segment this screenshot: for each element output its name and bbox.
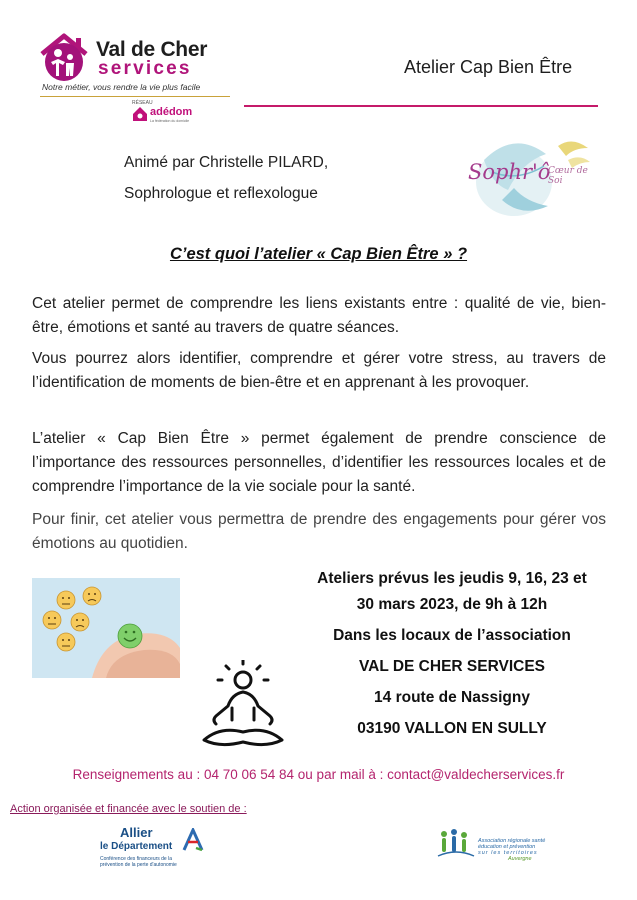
ars-line2: éducation et prévention (478, 844, 536, 850)
dates-line2: 30 mars 2023, de 9h à 12h (356, 596, 548, 613)
logo-network-label: RÉSEAU (132, 100, 153, 106)
ars-logo (436, 822, 606, 862)
presenter-line1: Animé par Christelle PILARD, (124, 154, 329, 171)
sophro-logo-text2: Cœur de Soi (548, 166, 588, 186)
meditation-icon (196, 660, 290, 752)
allier-logo (100, 826, 210, 868)
address-line2: 03190 VALLON EN SULLY (357, 720, 547, 737)
paragraph-1: Cet atelier permet de comprendre les liens existants entre : qualité de vie, bien-être, émotions et santé au travers de quatre séances. (32, 295, 606, 336)
emotions-image-graphic (32, 578, 180, 678)
emotions-hands-image (32, 578, 180, 678)
address-line1: 14 route de Nassigny (374, 689, 530, 706)
logo-divider (40, 96, 230, 97)
allier-a-icon (182, 828, 204, 852)
workshop-title: Atelier Cap Bien Être (404, 57, 573, 77)
title-rule (244, 105, 598, 107)
dates-line1: Ateliers prévus les jeudis 9, 16, 23 et (317, 570, 587, 587)
sophro-logo-text: Sophr'ô (468, 160, 551, 184)
ars-text (478, 838, 545, 862)
ars-line3: sur les territoires (478, 850, 538, 856)
logo-network-sub: La fédération du domicile (150, 119, 190, 123)
paragraph-2: Vous pourrez alors identifier, comprendre et gérer votre stress, au travers de l’identification de moments de bien-être et en apprenant à les provoquer. (32, 350, 606, 391)
sophro-logo (462, 122, 604, 228)
logo-title-line1: Val de Cher (96, 38, 208, 61)
house-family-icon (38, 32, 96, 84)
logo-tagline: Notre métier, vous rendre la vie plus facile (42, 82, 201, 92)
allier-name-line2: le Département (100, 841, 173, 852)
place-line1: Dans les locaux de l’association (333, 627, 571, 644)
section-question: C’est quoi l’atelier « Cap Bien Être » ? (169, 245, 468, 263)
allier-sub: Conférence des financeurs de la prévention de la perte d'autonomie (100, 856, 177, 868)
logo-network-name: adédom (150, 106, 193, 118)
people-group-icon (436, 826, 476, 862)
place-line2: VAL DE CHER SERVICES (358, 658, 546, 675)
val-de-cher-logo (38, 30, 238, 125)
ars-line4: Auvergne (508, 856, 532, 862)
presenter-line2: Sophrologue et reflexologue (124, 185, 318, 202)
logo-title-line2: services (98, 58, 192, 79)
paragraph-4: Pour finir, cet atelier vous permettra de prendre des engagements pour gérer vos émotions au quotidien. (32, 511, 606, 552)
allier-name-line1: Allier (120, 825, 153, 840)
ars-line1: Association régionale santé (478, 838, 546, 844)
adedom-icon (132, 106, 148, 122)
contact-line[interactable]: Renseignements au : 04 70 06 54 84 ou par mail à : contact@valdecherservices.fr (72, 767, 565, 782)
support-label: Action organisée et financée avec le soutien de : (10, 803, 247, 815)
paragraph-3: L’atelier « Cap Bien Être » permet également de prendre conscience de l’importance des ressources personnelles, d’identifier les ressources locales et de comprendre l’importance de la vie sociale pour la santé. (32, 430, 606, 495)
